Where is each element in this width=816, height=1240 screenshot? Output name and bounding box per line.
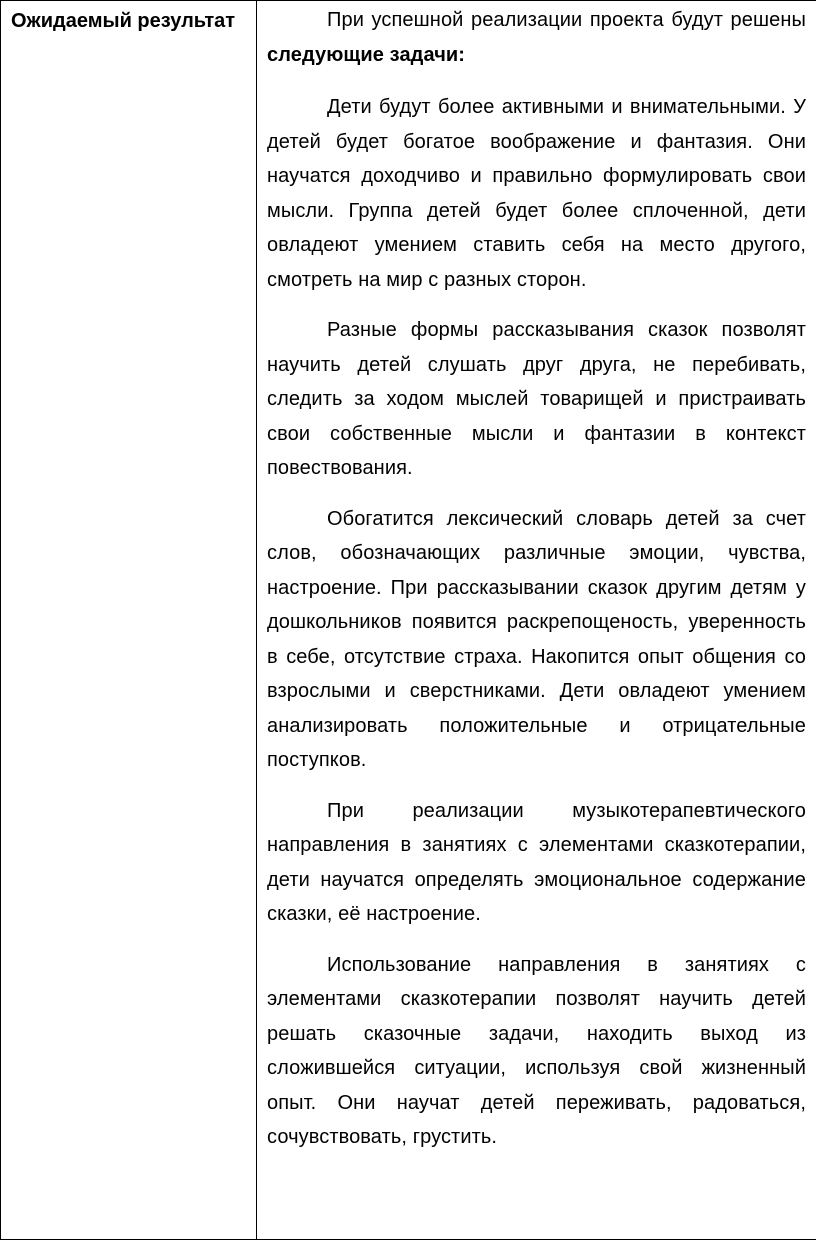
content-cell — [257, 1, 816, 1240]
result-paragraph-5: Использование направления в занятиях с элементами сказкотерапии позволят научить детей решать сказочные задачи, находить выход из сложившейся ситуации, используя свой жизненный опыт. Они научат детей переживать, радоваться, сочувствовать, грустить. — [267, 953, 806, 1148]
intro-emphasis: следующие задачи: — [267, 43, 466, 66]
intro-paragraph — [267, 3, 806, 72]
row-label: Ожидаемый результат — [11, 10, 236, 32]
intro-text: При успешной реализации проекта будут решены — [327, 9, 806, 31]
label-cell — [1, 1, 257, 1240]
table-row — [1, 1, 816, 1240]
result-paragraph-4: При реализации музыкотерапевтического направления в занятиях с элементами сказкотерапии, дети научатся определять эмоциональное содержание сказки, её настроение. — [267, 799, 806, 925]
result-paragraph-3: Обогатится лексический словарь детей за счет слов, обозначающих различные эмоции, чувства, настроение. При рассказывании сказок другим детям у дошкольников появится раскрепощеность, уверенность в себе, отсутствие страха. Накопится опыт общения со взрослыми и сверстниками. Дети овладеют умением анализировать положительные и отрицательные поступков. — [267, 507, 806, 771]
result-paragraph-2: Разные формы рассказывания сказок позволят научить детей слушать друг друга, не перебивать, следить за ходом мыслей товарищей и пристраивать свои собственные мысли и фантазии в контекст повествования. — [267, 319, 806, 479]
result-paragraph-1: Дети будут более активными и внимательными. У детей будет богатое воображение и фантазия. Они научатся доходчиво и правильно формулировать свои мысли. Группа детей будет более сплоченной, дети овладеют умением ставить себя на место другого, смотреть на мир с разных сторон. — [267, 96, 806, 291]
